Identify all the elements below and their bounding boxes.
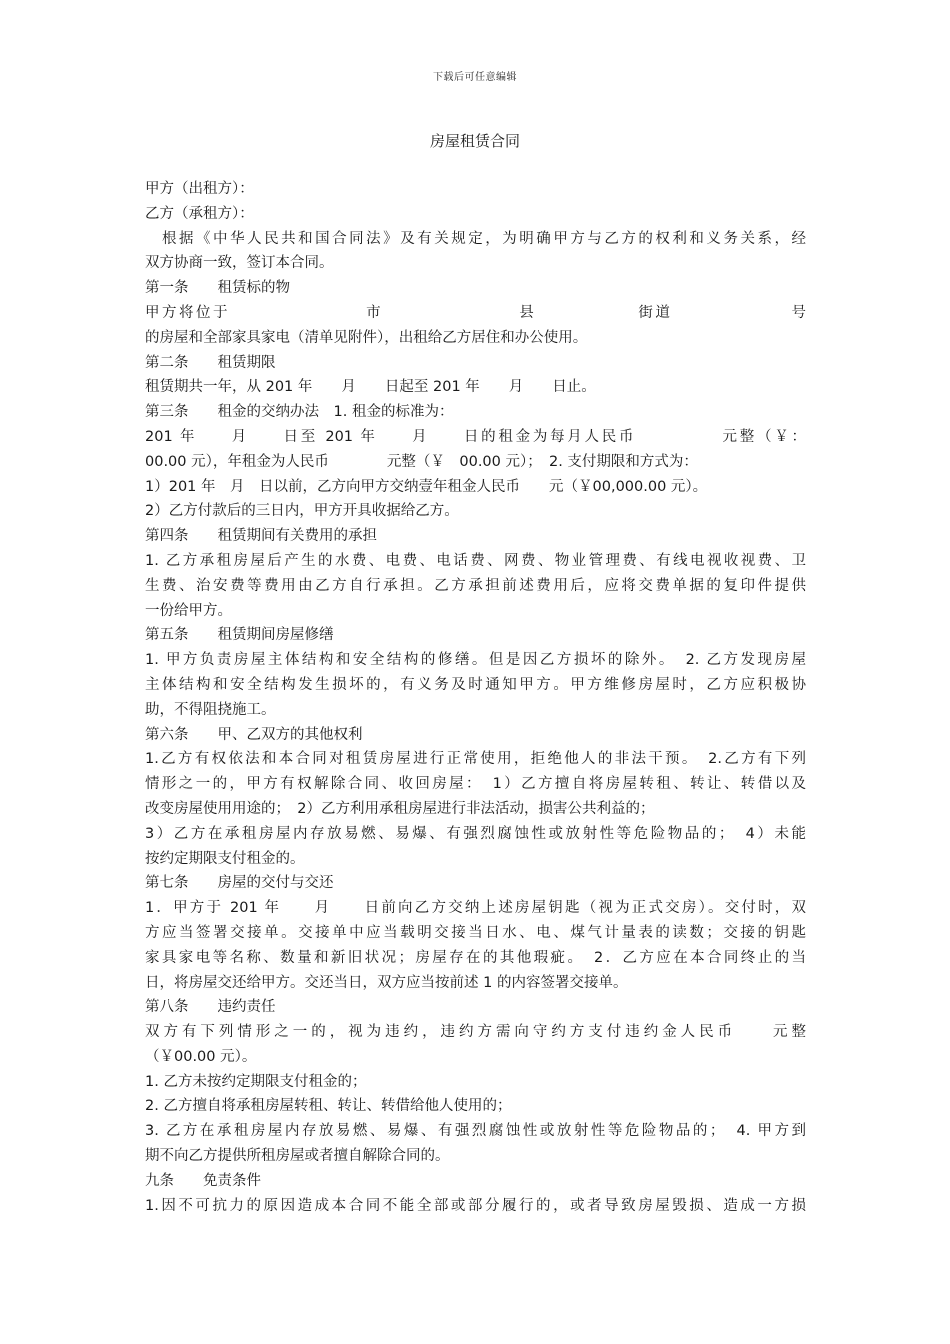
contract-body: [145, 177, 806, 1218]
contract-line: 双方有下列情形之一的，视为违约，违约方需向守约方支付违约金人民币 元整: [145, 1024, 806, 1041]
contract-line: 1. 乙方未按约定期限支付租金的；: [145, 1073, 367, 1090]
contract-line: 第一条 租赁标的物: [145, 280, 290, 297]
contract-line: 第四条 租赁期间有关费用的承担: [145, 528, 377, 545]
contract-line: 1．甲方于 201 年 月 日前向乙方交纳上述房屋钥匙（视为正式交房）。交付时，双: [145, 900, 806, 917]
contract-line: 2. 乙方擅自将承租房屋转租、转让、转借给他人使用的；: [145, 1098, 512, 1115]
contract-line: 甲方将位于 市 县 街道 号: [145, 304, 806, 321]
contract-line: 2）乙方付款后的三日内，甲方开具收据给乙方。: [145, 503, 459, 520]
contract-line: （￥00.00 元）。: [145, 1048, 257, 1065]
contract-line: 助，不得阻挠施工。: [145, 701, 276, 718]
contract-line: 1）201 年 月 日以前，乙方向甲方交纳壹年租金人民币 元（￥00,000.00 元）。: [145, 478, 708, 495]
contract-line: 甲方（出租方）：: [145, 181, 254, 197]
contract-line: 第五条 租赁期间房屋修缮: [145, 627, 334, 644]
contract-line: 3）乙方在承租房屋内存放易燃、易爆、有强烈腐蚀性或放射性等危险物品的； 4）未能: [145, 825, 806, 842]
contract-line: 日，将房屋交还给甲方。交还当日，双方应当按前述 1 的内容签署交接单。: [145, 974, 628, 991]
contract-line: 期不向乙方提供所租房屋或者擅自解除合同的。: [145, 1148, 450, 1165]
contract-line: 第三条 租金的交纳办法 1. 租金的标准为：: [145, 404, 454, 421]
contract-line: 方应当签署交接单。交接单中应当载明交接当日水、电、煤气计量表的读数；交接的钥匙: [145, 924, 806, 941]
contract-line: 第八条 违约责任: [145, 999, 276, 1016]
contract-line: 1. 乙方承租房屋后产生的水费、电费、电话费、网费、物业管理费、有线电视收视费、卫: [145, 552, 806, 569]
contract-line: 改变房屋使用用途的； 2）乙方利用承租房屋进行非法活动，损害公共利益的；: [145, 800, 655, 817]
contract-line: 主体结构和安全结构发生损坏的，有义务及时通知甲方。甲方维修房屋时，乙方应积极协: [145, 676, 806, 693]
contract-line: 1.乙方有权依法和本合同对租赁房屋进行正常使用，拒绝他人的非法干预。 2.乙方有下列: [145, 751, 806, 768]
contract-line: 第六条 甲、乙双方的其他权利: [145, 726, 363, 743]
contract-line: 1.因不可抗力的原因造成本合同不能全部或部分履行的，或者导致房屋毁损、造成一方损: [145, 1197, 806, 1214]
contract-line: 的房屋和全部家具家电（清单见附件），出租给乙方居住和办公使用。: [145, 329, 588, 346]
contract-line: 按约定期限支付租金的。: [145, 850, 305, 867]
contract-line: 生费、治安费等费用由乙方自行承担。乙方承担前述费用后，应将交费单据的复印件提供: [145, 577, 806, 594]
contract-line: 情形之一的，甲方有权解除合同、收回房屋： 1）乙方擅自将房屋转租、转让、转借以及: [145, 776, 806, 793]
contract-line: 根据《中华人民共和国合同法》及有关规定，为明确甲方与乙方的权利和义务关系，经: [145, 230, 806, 247]
contract-line: 3. 乙方在承租房屋内存放易燃、易爆、有强烈腐蚀性或放射性等危险物品的； 4. 甲方到: [145, 1123, 806, 1140]
contract-line: 租赁期共一年，从 201 年 月 日起至 201 年 月 日止。: [145, 379, 596, 396]
contract-line: 乙方（承租方）：: [145, 205, 254, 222]
page-header-note: 下载后可任意编辑: [433, 72, 517, 83]
contract-line: 第二条 租赁期限: [145, 354, 276, 371]
document-title: 房屋租赁合同: [429, 132, 520, 150]
contract-line: 一份给甲方。: [145, 602, 232, 619]
contract-line: 九条 免责条件: [145, 1172, 261, 1189]
contract-line: 第七条 房屋的交付与交还: [145, 875, 334, 892]
contract-line: 201 年 月 日至 201 年 月 日的租金为每月人民币 元整（￥：: [145, 428, 806, 445]
contract-line: 1. 甲方负责房屋主体结构和安全结构的修缮。但是因乙方损坏的除外。 2. 乙方发现房屋: [145, 652, 806, 669]
contract-line: 家具家电等名称、数量和新旧状况；房屋存在的其他瑕疵。 2．乙方应在本合同终止的当: [145, 949, 806, 966]
contract-line: 00.00 元），年租金为人民币 元整（￥ 00.00 元）； 2. 支付期限和方式为：: [145, 453, 698, 470]
contract-line: 双方协商一致，签订本合同。: [145, 255, 334, 272]
